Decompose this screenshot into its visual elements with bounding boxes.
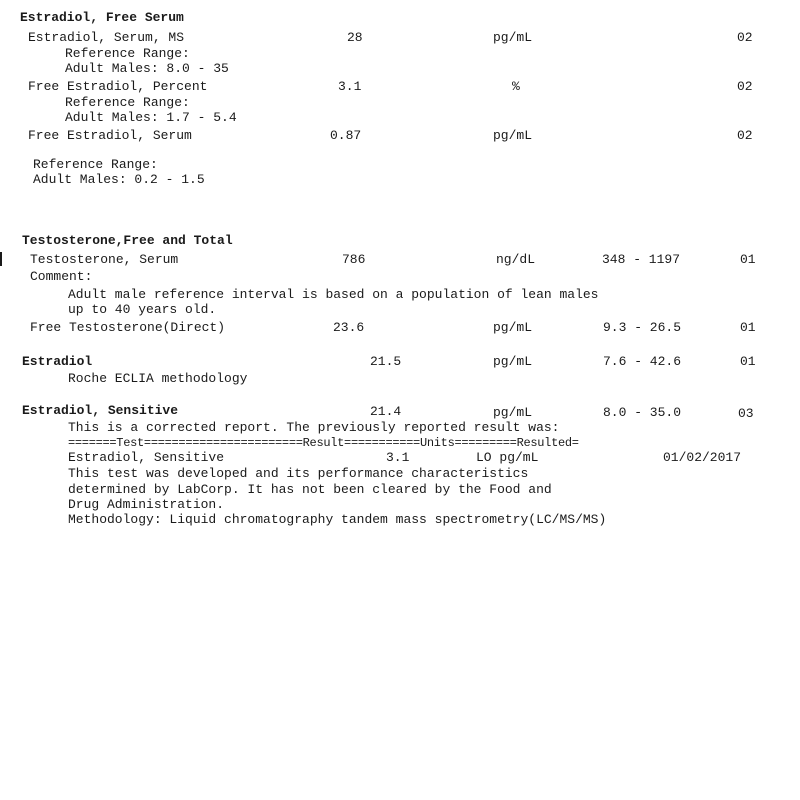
reference-range-label: Reference Range: (65, 95, 190, 110)
methodology-note: Roche ECLIA methodology (68, 371, 248, 386)
previous-result-date: 01/02/2017 (663, 450, 742, 465)
test-name-free-testosterone: Free Testosterone(Direct) (30, 320, 226, 335)
test-name-estradiol-serum-ms: Estradiol, Serum, MS (28, 30, 185, 45)
test-lab-free-testosterone: 01 (740, 320, 756, 335)
test-unit-free-testosterone: pg/mL (493, 320, 533, 335)
test-lab-testosterone-serum: 01 (740, 252, 756, 267)
comment-text-line: up to 40 years old. (68, 302, 217, 317)
test-value-free-estradiol-serum: 0.87 (330, 128, 362, 143)
comment-label: Comment: (30, 269, 93, 284)
previous-result-table-header: =======Test=======================Result===========Units=========Resulted= (68, 436, 579, 450)
test-name-free-estradiol-serum: Free Estradiol, Serum (28, 128, 192, 143)
reference-range-value: Adult Males: 0.2 - 1.5 (33, 172, 205, 187)
comment-text-line: Adult male reference interval is based on a population of lean males (68, 287, 599, 302)
reference-range-label: Reference Range: (33, 157, 158, 172)
test-range-estradiol: 7.6 - 42.6 (603, 354, 682, 369)
section-heading-estradiol-sensitive: Estradiol, Sensitive (22, 403, 179, 418)
previous-result-value: 3.1 (386, 450, 410, 465)
test-value-free-testosterone: 23.6 (333, 320, 365, 335)
test-unit-free-estradiol-serum: pg/mL (493, 128, 533, 143)
test-range-estradiol-sensitive: 8.0 - 35.0 (603, 405, 682, 420)
reference-range-label: Reference Range: (65, 46, 190, 61)
reference-range-value: Adult Males: 8.0 - 35 (65, 61, 229, 76)
disclaimer-line: This test was developed and its performance characteristics (68, 466, 529, 481)
test-range-free-testosterone: 9.3 - 26.5 (603, 320, 682, 335)
test-lab-estradiol-serum-ms: 02 (737, 30, 753, 45)
test-unit-free-estradiol-percent: % (512, 79, 520, 94)
reference-range-value: Adult Males: 1.7 - 5.4 (65, 110, 237, 125)
test-name-testosterone-serum: Testosterone, Serum (30, 252, 179, 267)
test-unit-estradiol-serum-ms: pg/mL (493, 30, 533, 45)
previous-result-test-name: Estradiol, Sensitive (68, 450, 225, 465)
test-lab-free-estradiol-serum: 02 (737, 128, 753, 143)
test-lab-estradiol-sensitive: 03 (738, 406, 754, 421)
test-lab-free-estradiol-percent: 02 (737, 79, 753, 94)
test-name-free-estradiol-percent: Free Estradiol, Percent (28, 79, 208, 94)
test-range-testosterone-serum: 348 - 1197 (602, 252, 681, 267)
section-heading-testosterone: Testosterone,Free and Total (22, 233, 233, 248)
methodology-line: Methodology: Liquid chromatography tandem mass spectrometry(LC/MS/MS) (68, 512, 607, 527)
test-unit-testosterone-serum: ng/dL (496, 252, 536, 267)
test-value-free-estradiol-percent: 3.1 (338, 79, 362, 94)
corrected-report-note: This is a corrected report. The previously reported result was: (68, 420, 560, 435)
section-heading-estradiol: Estradiol (22, 354, 93, 369)
test-unit-estradiol-sensitive: pg/mL (493, 405, 533, 420)
disclaimer-line: Drug Administration. (68, 497, 225, 512)
test-unit-estradiol: pg/mL (493, 354, 533, 369)
test-value-estradiol-sensitive: 21.4 (370, 404, 402, 419)
section-heading-estradiol-free-serum: Estradiol, Free Serum (20, 10, 184, 25)
test-value-testosterone-serum: 786 (342, 252, 366, 267)
test-value-estradiol-serum-ms: 28 (347, 30, 363, 45)
test-value-estradiol: 21.5 (370, 354, 402, 369)
disclaimer-line: determined by LabCorp. It has not been cleared by the Food and (68, 482, 552, 497)
test-lab-estradiol: 01 (740, 354, 756, 369)
margin-bar (0, 252, 2, 266)
previous-result-unit: LO pg/mL (476, 450, 539, 465)
